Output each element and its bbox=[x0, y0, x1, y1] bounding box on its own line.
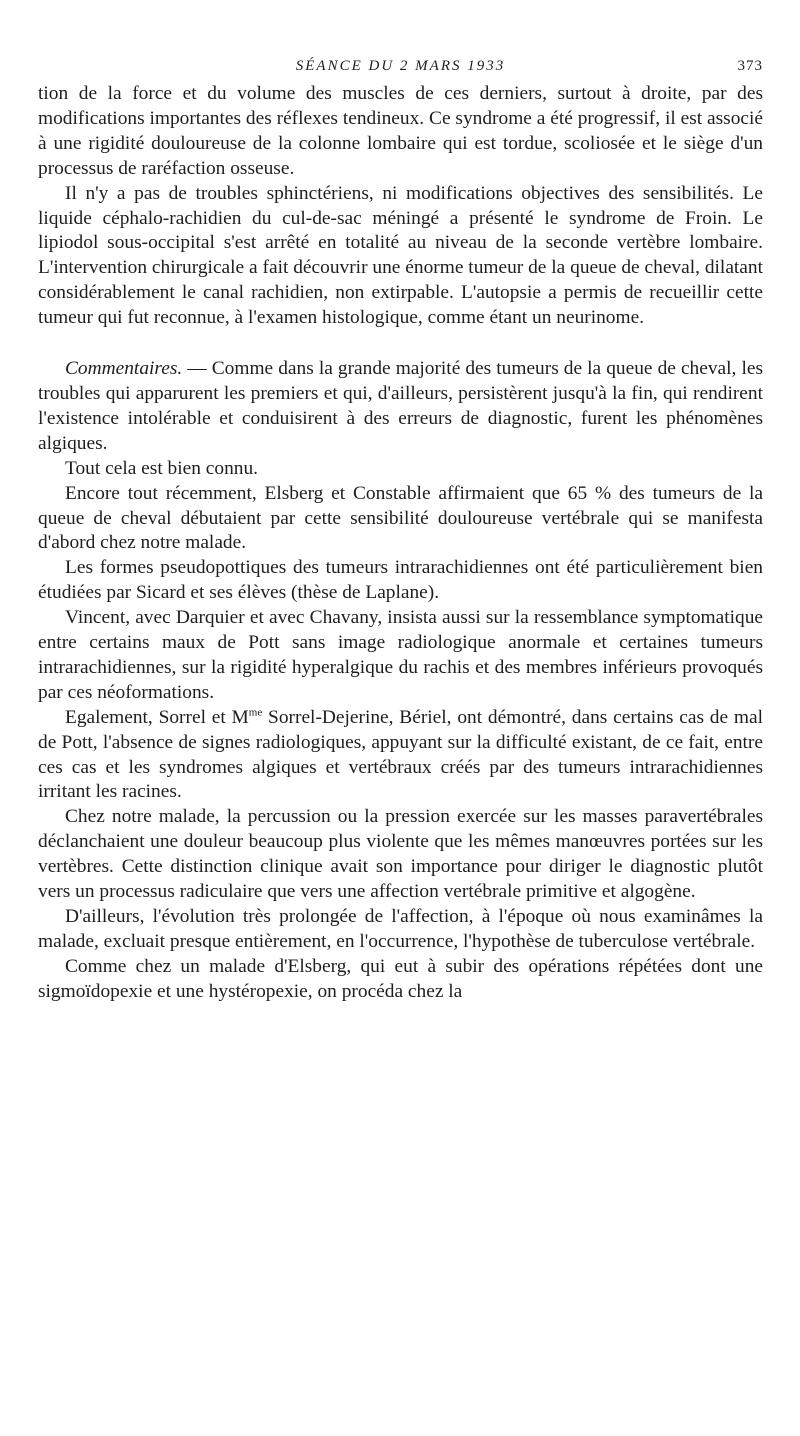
paragraph-egalement bbox=[38, 706, 763, 806]
running-title: SÉANCE DU 2 MARS 1933 bbox=[295, 58, 506, 74]
paragraph-commentaires bbox=[38, 357, 763, 457]
egalement-text-end: Sorrel-Dejerine, Bériel, ont démontré, dans certains cas de mal de Pott, l'absence de signes radiologiques, appuyant sur la difficulté existant, de ce fait, entre ces cas et les syndromes algiques et vertébraux créés par des tumeurs intrarachidiennes irritant les racines. bbox=[38, 706, 763, 803]
paragraph-chez-notre-malade: Chez notre malade, la percussion ou la pression exercée sur les masses paravertébrales déclanchaient une douleur beaucoup plus violente que les mêmes manœuvres portées sur les vertèbres. Cette distinction clinique avait son importance pour diriger le diagnostic plutôt vers un processus radiculaire que vers une affection vertébrale primitive et algogène. bbox=[38, 806, 763, 903]
section-gap bbox=[38, 331, 763, 357]
paragraph-elsberg: Encore tout récemment, Elsberg et Constable affirmaient que 65 % des tumeurs de la queue de cheval débutaient par cette sensibilité douloureuse vertébrale qui se manifesta d'abord chez notre malade. bbox=[38, 482, 763, 554]
document-page bbox=[38, 52, 763, 1005]
paragraph-2: Il n'y a pas de troubles sphinctériens, ni modifications objectives des sensibilités. Le liquide céphalo-rachidien du cul-de-sac méningé a présenté le syndrome de Froin. Le lipiodol sous-occipital s'est arrêté en totalité au niveau de la seconde vertèbre lombaire. L'intervention chirurgicale a fait découvrir une énorme tumeur de la queue de cheval, dilatant considérablement le canal rachidien, non extirpable. L'autopsie a permis de recueillir cette tumeur qui fut reconnue, à l'examen histologique, comme étant un neurinome. bbox=[38, 182, 763, 329]
paragraph-pseudopottiques: Les formes pseudopottiques des tumeurs intrarachidiennes ont été particulièrement bien étudiées par Sicard et ses élèves (thèse de Laplane). bbox=[38, 557, 763, 604]
paragraph-d-ailleurs: D'ailleurs, l'évolution très prolongée de l'affection, à l'époque où nous examinâmes la malade, excluait presque entièrement, en l'occurrence, l'hypothèse de tuberculose vertébrale. bbox=[38, 906, 763, 952]
paragraph-1: tion de la force et du volume des muscles de ces derniers, surtout à droite, par des modifications importantes des réflexes tendineux. Ce syndrome a été progressif, il est associé à une rigidité douloureuse de la colonne lombaire qui est tordue, scoliosée et le siège d'un processus de raréfaction osseuse. bbox=[38, 83, 763, 179]
paragraph-vincent: Vincent, avec Darquier et avec Chavany, insista aussi sur la ressemblance symptomatique entre certains maux de Pott sans image radiologique anormale et certaines tumeurs intrarachidiennes, sur la rigidité hyperalgique du rachis et des membres inférieurs provoqués par ces néoformations. bbox=[38, 607, 763, 703]
page-number: 373 bbox=[737, 58, 763, 74]
paragraph-tout-cela: Tout cela est bien connu. bbox=[65, 457, 259, 479]
madame-superscript: me bbox=[248, 706, 263, 719]
page-header bbox=[38, 52, 763, 82]
paragraph-comme-chez: Comme chez un malade d'Elsberg, qui eut à subir des opérations répétées dont une sigmoïdopexie et une hystéropexie, on procéda chez la bbox=[38, 955, 763, 1002]
commentaires-label: Commentaires. bbox=[65, 358, 183, 380]
egalement-text-start: Egalement, Sorrel et M bbox=[65, 706, 249, 728]
commentaires-text: — Comme dans la grande majorité des tumeurs de la queue de cheval, les troubles qui apparurent les premiers et qui, d'ailleurs, persistèrent jusqu'à la fin, qui rendirent l'existence intolérable et conduisirent à des erreurs de diagnostic, furent les phénomènes algiques. bbox=[38, 358, 763, 454]
